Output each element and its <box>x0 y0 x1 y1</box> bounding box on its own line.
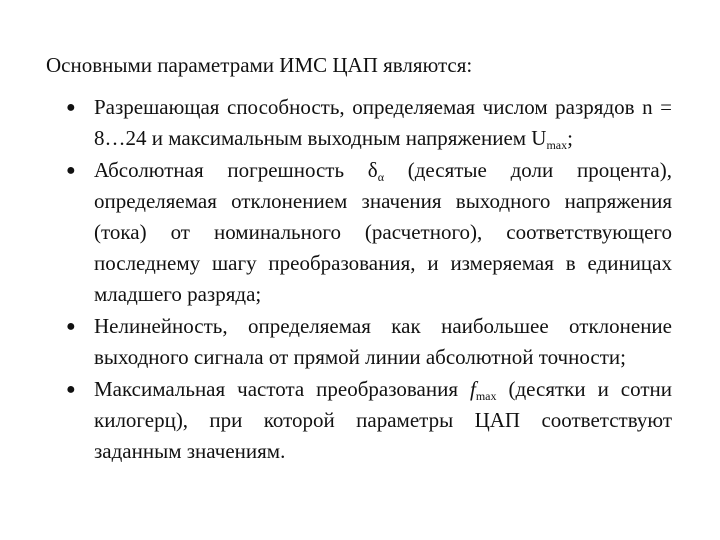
subscript: max <box>475 389 497 403</box>
list-item-text <box>94 314 672 369</box>
list-item-text <box>94 377 672 463</box>
text-segment: ; <box>567 126 573 150</box>
text-segment: Нелинейность, определяемая как наибольшее отклонение выходного сигнала от прямой линии абсолютной точности; <box>94 314 672 369</box>
italic-symbol: f <box>470 377 476 401</box>
list-item <box>66 155 672 310</box>
text-segment: Абсолютная погрешность δ <box>94 158 378 182</box>
bullet-icon: ● <box>66 162 76 179</box>
list-item <box>66 311 672 373</box>
list-item <box>66 92 672 154</box>
list-item-text <box>94 95 672 150</box>
subscript: α <box>377 170 384 184</box>
bullet-icon: ● <box>66 99 76 116</box>
list-item-text <box>94 158 672 306</box>
subscript: max <box>546 138 568 152</box>
intro-text: Основными параметрами ИМС ЦАП являются: <box>46 53 473 77</box>
text-segment: (десятые доли процента), определяемая отклонением значения выходного напряжения (тока) от номинального (расчетного), соответствующего последнему шагу преобразования, и измеряемая в единицах младшего разряда; <box>94 158 672 306</box>
text-segment: (десятки и сотни килогерц), при которой параметры ЦАП соответствуют заданным значениям. <box>94 377 672 463</box>
parameters-list <box>66 92 672 467</box>
text-segment: Разрешающая способность, определяемая числом разрядов n = 8…24 и максимальным выходным напряжением U <box>94 95 672 150</box>
text-segment: Максимальная частота преобразования <box>94 377 470 401</box>
bullet-icon: ● <box>66 318 76 335</box>
list-item <box>66 374 672 467</box>
bullet-icon: ● <box>66 381 76 398</box>
